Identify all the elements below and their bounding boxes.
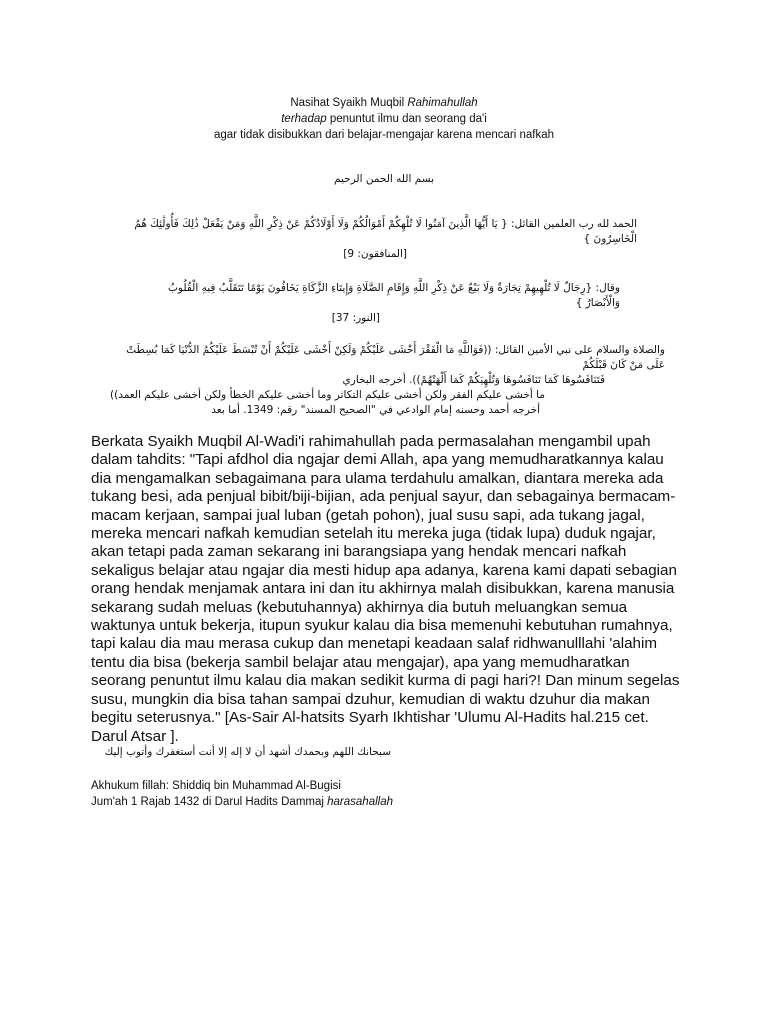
verse-munafiqun-ref: [المنافقون: 9] [343, 248, 407, 260]
paragraph-line: tukang besi, ada penjual bibit/biji-bijian, ada penjual sayur, dan sebagainya bermacam- [91, 488, 676, 506]
closing-dua: سبحانك اللهم وبحمدك أشهد أن لا إله إلا أنت أستغفرك وأتوب إليك [104, 746, 391, 758]
verse-nur [140, 281, 620, 326]
title-line-1: Nasihat Syaikh Muqbil Rahimahullah [290, 97, 478, 109]
paragraph-line: begitu seterusnya." [As-Sair Al-hatsits Syarh Ikhtishar 'Ulumu Al-Hadits hal.215 cet. [91, 709, 649, 727]
title-line-2: terhadap penuntut ilmu dan seorang da'i [281, 113, 487, 125]
paragraph-line: dalam tahdits: "Tapi afdhol dia ngajar demi Allah, apa yang memudharatkannya kalau [91, 451, 664, 469]
hadith-line-1: والصلاة والسلام على نبي الأمين القائل: ((فَوَاللَّهِ مَا الْفَقْرَ أَخْشَى عَلَيْكُمْ وَلَكِنْ أَخْشَى عَلَيْكُمْ أَنْ تُبْسَطَ عَلَيْكُمُ الدُّنْيَا كَمَا بُسِطَتْ عَلَى مَنْ كَانَ قَبْلَكُمْ [126, 344, 665, 371]
signature-date-place: Jum'ah 1 Rajab 1432 di Darul Hadits Dammaj harasahallah [91, 796, 393, 808]
paragraph-line: tapi kalau dia mau merasa cukup dan menetapi keadaan salaf ridhwanulllahi 'alahim [91, 635, 658, 653]
title-line-3: agar tidak disibukkan dari belajar-mengajar karena mencari nafkah [213, 129, 555, 141]
paragraph-line: susu, mungkin dia bisa tahan sampai dzuhur, kemudian di waktu dzuhur dia makan [91, 690, 650, 708]
paragraph-line: waktunya untuk bekerja, itupun syukur kalau dia bisa memenuhi kebutuhan rumahnya, [91, 617, 673, 635]
hadith-line-2: فَتَنَافَسُوهَا كَمَا تَنَافَسُوهَا وَتُلْهِيَكُمْ كَمَا أَلْهَتْهُمْ)). أخرجه البخاري [342, 374, 605, 386]
verse-nur-text: وقال: {رِجَالٌ لَا تُلْهِيهِمْ تِجَارَةٌ وَلَا بَيْعٌ عَنْ ذِكْرِ اللَّهِ وَإِقَامِ الصَّلَاةِ وَإِيتَاءِ الزَّكَاةِ يَخَافُونَ يَوْمًا تَتَقَلَّبُ فِيهِ الْقُلُوبُ وَالْأَبْصَارُ } [168, 282, 620, 309]
signature-author: Akhukum fillah: Shiddiq bin Muhammad Al-Bugisi [91, 780, 341, 792]
hadith-block [108, 343, 665, 418]
paragraph-line: dia mengamalkan sebagaimana para ulama terdahulu amalkan, diantara mereka ada [91, 469, 664, 487]
verse-munafiqun-text: الحمد لله رب العلمين القائل: { يَا أَيُّهَا الَّذِينَ آمَنُوا لَا تُلْهِكُمْ أَمْوَالُكُمْ وَلَا أَوْلَادُكُمْ عَنْ ذِكْرِ اللَّهِ وَمَنْ يَفْعَلْ ذَٰلِكَ فَأُولَٰئِكَ هُمُ الْخَاسِرُونَ } [134, 218, 637, 245]
paragraph-line: Berkata Syaikh Muqbil Al-Wadi'i rahimahullah pada permasalahan mengambil upah [91, 433, 651, 450]
paragraph-line: tentu dia bisa (bekerja sambil belajar atau mengajar), apa yang memudharatkan [91, 653, 630, 671]
paragraph-line: Darul Atsar ]. [91, 727, 179, 745]
hadith-line-3: ما أخشى عليكم الفقر ولكن أخشى عليكم التكاثر وما أخشى عليكم الخطأ ولكن أخشى عليكم العمد)) [110, 389, 545, 401]
document-title [0, 95, 768, 143]
verse-nur-ref: [النور: 37] [331, 312, 380, 324]
paragraph-line: sekaligus belajar atau ngajar dia mesti hidup apa adanya, karena kami dapati sebagian [91, 561, 677, 579]
paragraph-line: mereka mencari nafkah kemudian setelah itu mereka juga (tidak lupa) duduk ngajar, [91, 525, 656, 543]
paragraph-line: sekarang sudah meluas (kebutuhannya) akhirnya dia butuh meluangkan semua [91, 598, 628, 616]
paragraph-line: macam kerjaan, sampai jual luban (getah pohon), jual susu sapi, ada tukang jagal, [91, 506, 645, 524]
hadith-line-4: أخرجه أحمد وحسنه إمام الوادعي في "الصحيح المسند" رقم: 1349. أما بعد [211, 404, 540, 416]
paragraph-line: orang hendak menjamak antara ini dan itu akhirnya malah disibukkan, karena manusia [91, 580, 675, 598]
verse-munafiqun [125, 217, 637, 262]
signature-block [91, 778, 393, 810]
main-paragraph [91, 433, 681, 746]
paragraph-line: akan tetapi pada zaman sekarang ini barangsiapa yang hendak mencari nafkah [91, 543, 627, 561]
paragraph-line: seorang penuntut ilmu kalau dia makan sedikit kurma di pagi hari?! Dan minum segelas [91, 672, 680, 690]
basmalah: بسم الله الحمن الرحيم [333, 173, 435, 185]
